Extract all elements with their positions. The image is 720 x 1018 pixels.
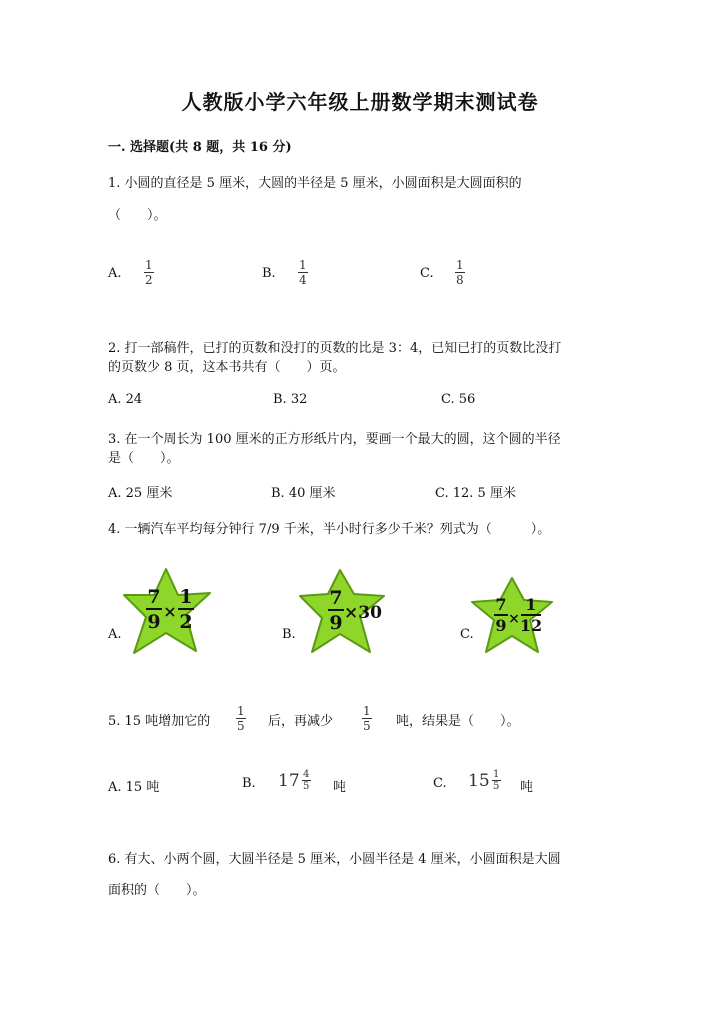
q4-option-a-label: A. — [108, 627, 122, 642]
fraction-denominator: 5 — [302, 781, 310, 792]
q5-option-a: A. 15 吨 — [108, 780, 160, 795]
fraction-numerator: 1 — [363, 704, 371, 718]
q5-stem-part3: 吨，结果是（ ）。 — [396, 714, 520, 729]
q6-stem-line2: 面积的（ ）。 — [108, 883, 206, 898]
fraction-numerator: 1 — [237, 704, 245, 718]
q4-option-b-label: B. — [282, 627, 296, 642]
q2-option-a: A. 24 — [108, 392, 143, 407]
fraction-denominator: 5 — [237, 719, 245, 733]
q6-stem-line1: 6. 有大、小两个圆，大圆半径是 5 厘米，小圆半径是 4 厘米，小圆面积是大圆 — [108, 852, 561, 867]
star-operator: × — [508, 611, 520, 627]
star-denominator-2: 12 — [519, 616, 543, 635]
page-title: 人教版小学六年级上册数学期末测试卷 — [181, 90, 539, 114]
q1-option-c-fraction — [455, 258, 465, 287]
fraction-denominator: 5 — [363, 719, 371, 733]
star-denominator-1: 9 — [147, 611, 161, 633]
star-numerator-2: 1 — [525, 595, 537, 614]
q3-option-b: B. 40 厘米 — [271, 486, 336, 501]
star-denominator-2: 2 — [179, 611, 193, 633]
q1-option-b-fraction — [298, 258, 308, 287]
q5-stem-fraction-2 — [362, 704, 372, 733]
fraction-numerator: 1 — [456, 258, 464, 272]
q4-option-a-star — [120, 565, 216, 659]
star-numerator-2: 1 — [179, 586, 193, 608]
fraction-numerator: 1 — [145, 258, 153, 272]
fraction-denominator: 8 — [456, 273, 464, 287]
q3-option-a: A. 25 厘米 — [108, 486, 173, 501]
q2-stem-line1: 2. 打一部稿件，已打的页数和没打的页数的比是 3：4，已知已打的页数比没打 — [108, 341, 562, 356]
q1-option-a-fraction — [144, 258, 154, 287]
q5-option-c-label: C. — [433, 776, 447, 791]
q1-stem-line1: 1. 小圆的直径是 5 厘米，大圆的半径是 5 厘米，小圆面积是大圆面积的 — [108, 176, 522, 191]
mixed-whole: 17 — [278, 770, 300, 791]
q5-option-b-label: B. — [242, 776, 256, 791]
mixed-fraction — [302, 769, 311, 792]
q5-option-b-mixed-number — [278, 769, 311, 792]
q1-option-b-label: B. — [262, 266, 276, 281]
q5-stem-part2: 后，再减少 — [268, 714, 334, 729]
star-numerator-1: 7 — [147, 586, 161, 608]
q4-option-b-star — [298, 566, 388, 658]
q5-stem-fraction-1 — [236, 704, 246, 733]
star-denominator-1: 9 — [495, 616, 507, 635]
q5-option-b-unit: 吨 — [333, 780, 347, 795]
star-operator: ×30 — [344, 603, 382, 623]
q3-option-c: C. 12. 5 厘米 — [435, 486, 516, 501]
q2-stem-line2: 的页数少 8 页，这本书共有（ ）页。 — [108, 360, 346, 375]
q2-option-b: B. 32 — [273, 392, 308, 407]
star-numerator-1: 7 — [329, 587, 343, 609]
star-denominator-1: 9 — [329, 612, 343, 634]
q4-option-c-label: C. — [460, 627, 474, 642]
fraction-denominator: 2 — [145, 273, 153, 287]
mixed-whole: 15 — [468, 770, 490, 791]
q5-option-c-mixed-number — [468, 769, 501, 792]
fraction-numerator: 4 — [302, 769, 310, 780]
q2-option-c: C. 56 — [441, 392, 476, 407]
q4-option-c-star — [470, 574, 556, 656]
fraction-numerator: 1 — [492, 769, 500, 780]
q3-stem-line2: 是（ ）。 — [108, 451, 180, 466]
q5-option-c-unit: 吨 — [520, 780, 534, 795]
q4-stem: 4. 一辆汽车平均每分钟行 7/9 千米，半小时行多少千米？列式为（ ）。 — [108, 522, 551, 537]
section-heading: 一. 选择题(共 8 题，共 16 分) — [108, 140, 292, 155]
q5-stem-part1: 5. 15 吨增加它的 — [108, 714, 211, 729]
q1-option-a-label: A. — [108, 266, 122, 281]
fraction-denominator: 4 — [299, 273, 307, 287]
q1-option-c-label: C. — [420, 266, 434, 281]
q3-stem-line1: 3. 在一个周长为 100 厘米的正方形纸片内，要画一个最大的圆，这个圆的半径 — [108, 432, 561, 447]
q1-stem-line2: （ ）。 — [108, 208, 167, 223]
fraction-numerator: 1 — [299, 258, 307, 272]
mixed-fraction — [492, 769, 501, 792]
fraction-denominator: 5 — [492, 781, 500, 792]
star-operator: × — [163, 602, 177, 621]
star-numerator-1: 7 — [495, 595, 507, 614]
